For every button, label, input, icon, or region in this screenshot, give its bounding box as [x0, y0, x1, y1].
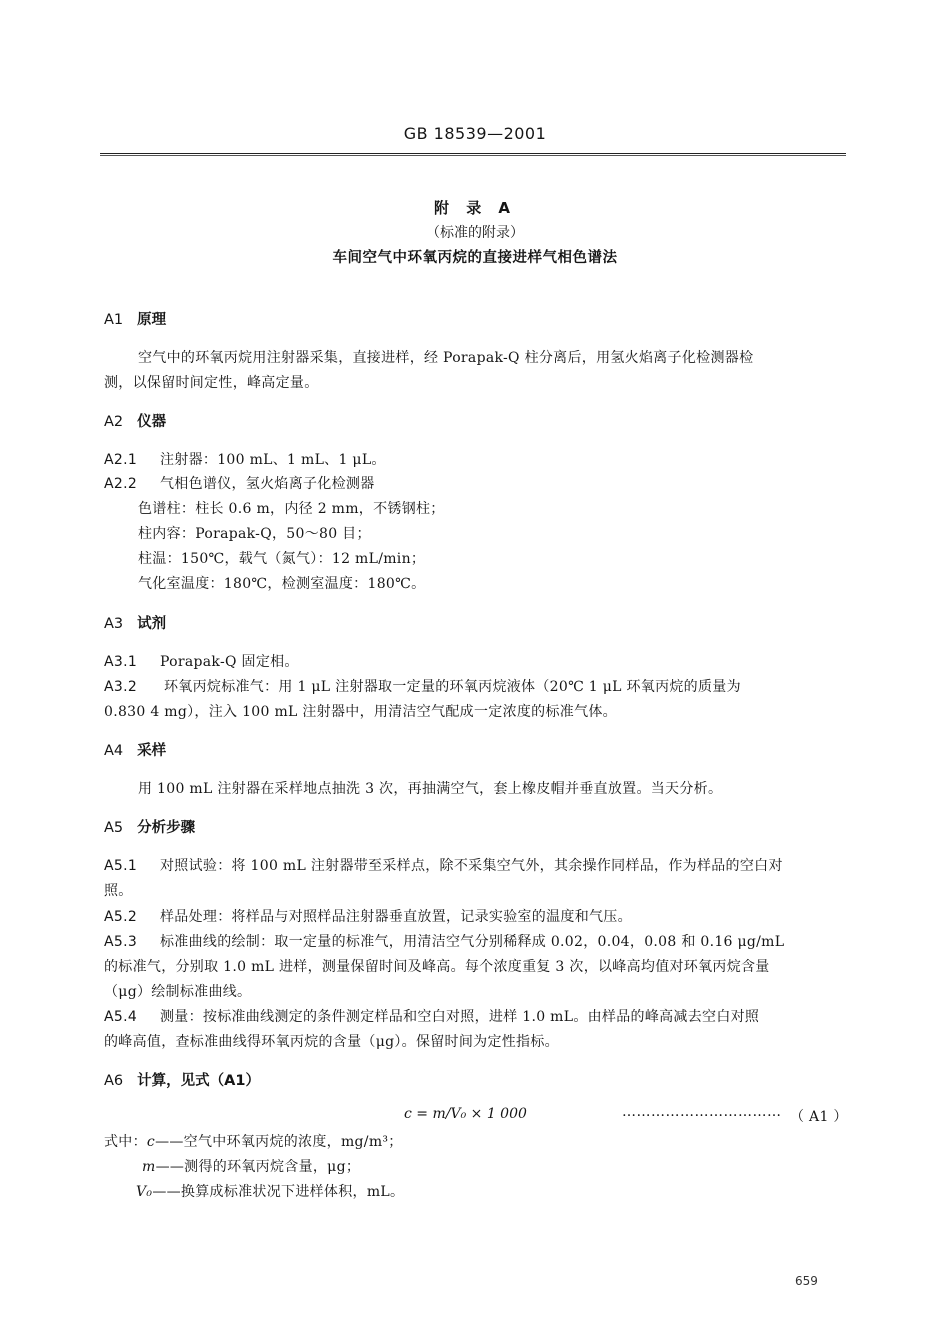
clause-number: A2.2 [104, 476, 138, 492]
formula-a1: c = m/V₀ × 1 000 [404, 1106, 527, 1122]
a2-column-fill: 柱内容：Porapak-Q，50～80 目； [138, 526, 371, 542]
definition-v0: ——换算成标准状况下进样体积，mL。 [152, 1184, 405, 1200]
where-line-m [142, 1156, 360, 1176]
a5-4-item [104, 1006, 759, 1026]
section-number: A4 [104, 743, 124, 759]
section-a4-heading [104, 739, 166, 760]
definition-c: ——空气中环氧丙烷的浓度，mg/m³； [155, 1134, 403, 1150]
section-title: 试剂 [137, 616, 167, 632]
section-number: A2 [104, 414, 124, 430]
clause-text: 测量：按标准曲线测定的条件测定样品和空白对照，进样 1.0 mL。由样品的峰高减去空白对照 [160, 1009, 760, 1025]
clause-number: A5.1 [104, 858, 138, 874]
a3-2-item [104, 676, 741, 696]
symbol-m: m [142, 1159, 156, 1175]
clause-text: 对照试验：将 100 mL 注射器带至采样点，除不采集空气外，其余操作同样品，作为样品的空白对 [160, 858, 783, 874]
equation-leader-dots: …………………………… [622, 1104, 782, 1120]
section-number: A5 [104, 820, 124, 836]
equation-label: （ A1 ） [790, 1109, 848, 1125]
section-title: 计算，见式（A1） [137, 1073, 260, 1089]
symbol-c: c [146, 1134, 156, 1150]
clause-number: A3.2 [104, 679, 138, 695]
annex-title: 车间空气中环氧丙烷的直接进样气相色谱法 [332, 250, 618, 266]
a3-1-item [104, 651, 299, 671]
a1-text-line2: 测，以保留时间定性，峰高定量。 [104, 375, 319, 391]
section-a5-heading [104, 816, 195, 837]
header-rule [100, 153, 846, 154]
section-a6-heading [104, 1069, 260, 1090]
where-line-c [104, 1131, 403, 1151]
page-number: 659 [795, 1274, 818, 1288]
section-a3-heading [104, 612, 166, 633]
section-a1-heading [104, 308, 166, 329]
a5-1-line2: 照。 [104, 883, 133, 899]
clause-number: A2.1 [104, 452, 138, 468]
a2-vaporizer-temp: 气化室温度：180℃，检测室温度：180℃。 [138, 576, 426, 592]
clause-text: 环氧丙烷标准气：用 1 μL 注射器取一定量的环氧丙烷液体（20℃ 1 μL 环氧丙烷的质量为 [164, 679, 741, 695]
a5-3-line2: 的标准气，分别取 1.0 mL 进样，测量保留时间及峰高。每个浓度重复 3 次，以峰高均值对环氧丙烷含量 [104, 959, 770, 975]
section-number: A1 [104, 312, 124, 328]
a2-column-spec: 色谱柱：柱长 0.6 m，内径 2 mm，不锈钢柱； [138, 501, 445, 517]
definition-m: ——测得的环氧丙烷含量，μg； [155, 1159, 361, 1175]
annex-nature: （标准的附录） [426, 225, 524, 241]
section-title: 分析步骤 [137, 820, 196, 836]
section-a2-heading [104, 410, 166, 431]
standard-header: GB 18539—2001 [403, 124, 547, 143]
a2-column-temp: 柱温：150℃，载气（氮气）：12 mL/min； [138, 551, 426, 567]
section-number: A6 [104, 1073, 124, 1089]
a5-3-item [104, 931, 784, 951]
clause-text: 标准曲线的绘制：取一定量的标准气，用清洁空气分别稀释成 0.02，0.04，0.08 和 0.16 μg/mL [160, 934, 785, 950]
clause-text: 气相色谱仪，氢火焰离子化检测器 [160, 476, 375, 492]
where-line-v0 [136, 1181, 404, 1201]
section-number: A3 [104, 616, 124, 632]
section-title: 仪器 [137, 414, 167, 430]
a4-text: 用 100 mL 注射器在采样地点抽洗 3 次，再抽满空气，套上橡皮帽并垂直放置。当天分析。 [138, 781, 723, 797]
clause-number: A5.2 [104, 909, 138, 925]
a5-2-item [104, 906, 632, 926]
clause-text: 注射器：100 mL、1 mL、1 μL。 [160, 452, 386, 468]
symbol-v0: V₀ [136, 1184, 153, 1200]
a5-3-line3: （μg）绘制标准曲线。 [104, 984, 252, 1000]
clause-text: Porapak-Q 固定相。 [160, 654, 299, 670]
a3-2-line2: 0.830 4 mg），注入 100 mL 注射器中，用清洁空气配成一定浓度的标准气体。 [104, 704, 617, 720]
header-rule-secondary [100, 155, 846, 156]
a2-1-item [104, 449, 386, 469]
where-prefix: 式中： [104, 1134, 147, 1150]
clause-text: 样品处理：将样品与对照样品注射器垂直放置，记录实验室的温度和气压。 [160, 909, 632, 925]
annex-label: 附 录 A [433, 199, 517, 217]
section-title: 原理 [137, 312, 167, 328]
clause-number: A5.3 [104, 934, 138, 950]
section-title: 采样 [137, 743, 167, 759]
clause-number: A5.4 [104, 1009, 138, 1025]
a1-text-line1: 空气中的环氧丙烷用注射器采集，直接进样，经 Porapak-Q 柱分离后，用氢火焰离子化检测器检 [138, 350, 754, 366]
a5-4-line2: 的峰高值，查标准曲线得环氧丙烷的含量（μg）。保留时间为定性指标。 [104, 1034, 559, 1050]
clause-number: A3.1 [104, 654, 138, 670]
a2-2-item [104, 473, 375, 493]
a5-1-item [104, 855, 783, 875]
